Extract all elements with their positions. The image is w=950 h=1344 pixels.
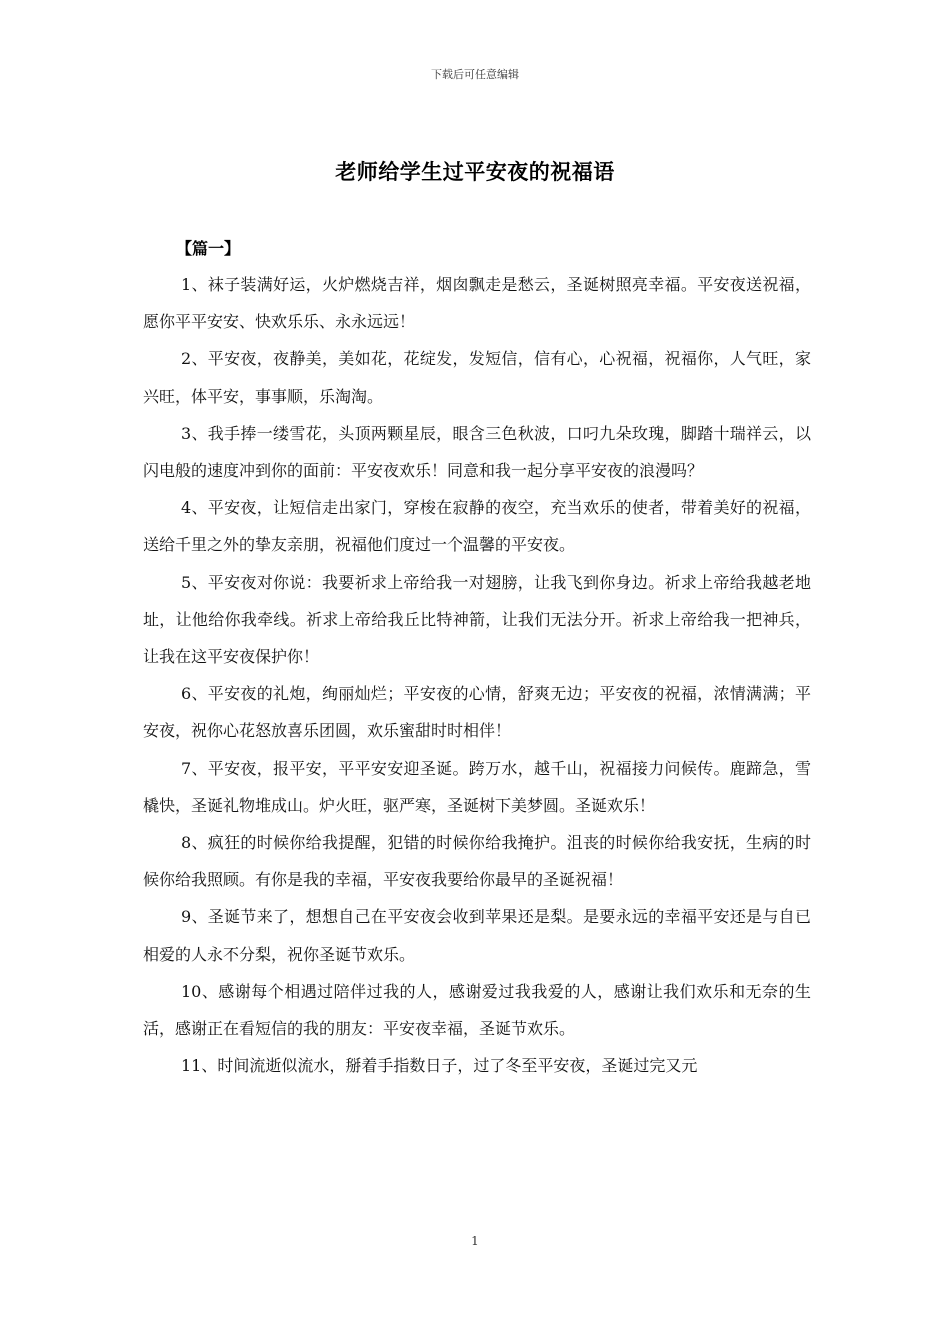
paragraph-11: 11、时间流逝似流水，掰着手指数日子，过了冬至平安夜，圣诞过完又元 [181, 1056, 698, 1076]
section-label: 【篇一】 [176, 239, 241, 258]
document-title: 老师给学生过平安夜的祝福语 [335, 159, 615, 184]
paragraph-2: 2、平安夜，夜静美，美如花，花绽发，发短信，信有心，心祝福，祝福你，人气旺，家兴旺，体平安，事事顺，乐淘淘。 [143, 349, 811, 406]
paragraph-3: 3、我手捧一缕雪花，头顶两颗星辰，眼含三色秋波，口叼九朵玫瑰，脚踏十瑞祥云，以闪电般的速度冲到你的面前：平安夜欢乐！同意和我一起分享平安夜的浪漫吗？ [143, 423, 811, 481]
paragraph-4: 4、平安夜，让短信走出家门，穿梭在寂静的夜空，充当欢乐的使者，带着美好的祝福，送给千里之外的挚友亲朋，祝福他们度过一个温馨的平安夜。 [143, 498, 811, 555]
paragraph-9: 9、圣诞节来了，想想自己在平安夜会收到苹果还是梨。是要永远的幸福平安还是与自已相爱的人永不分梨，祝你圣诞节欢乐。 [143, 907, 811, 964]
paragraph-6: 6、平安夜的礼炮，绚丽灿烂；平安夜的心情，舒爽无边；平安夜的祝福，浓情满满；平安夜，祝你心花怒放喜乐团圆，欢乐蜜甜时时相伴！ [143, 684, 811, 741]
paragraph-10: 10、感谢每个相遇过陪伴过我的人，感谢爱过我我爱的人，感谢让我们欢乐和无奈的生活，感谢正在看短信的我的朋友：平安夜幸福，圣诞节欢乐。 [143, 981, 811, 1039]
document-body [143, 266, 811, 1084]
page-number: 1 [471, 1234, 479, 1248]
paragraph-8: 8、疯狂的时候你给我提醒，犯错的时候你给我掩护。沮丧的时候你给我安抚，生病的时候你给我照顾。有你是我的幸福，平安夜我要给你最早的圣诞祝福！ [143, 833, 811, 890]
paragraph-1: 1、袜子装满好运，火炉燃烧吉祥，烟囱飘走是愁云，圣诞树照亮幸福。平安夜送祝福，愿你平平安安、快欢乐乐、永永远远！ [143, 275, 811, 332]
paragraph-5: 5、平安夜对你说：我要祈求上帝给我一对翅膀，让我飞到你身边。祈求上帝给我越老地址，让他给你我牵线。祈求上帝给我丘比特神箭，让我们无法分开。祈求上帝给我一把神兵，让我在这平安夜保护你！ [143, 572, 811, 667]
header-note: 下载后可任意编辑 [431, 68, 519, 81]
paragraph-7: 7、平安夜，报平安，平平安安迎圣诞。跨万水，越千山，祝福接力问候传。鹿蹄急，雪橇快，圣诞礼物堆成山。炉火旺，驱严寒，圣诞树下美梦圆。圣诞欢乐！ [143, 758, 811, 815]
